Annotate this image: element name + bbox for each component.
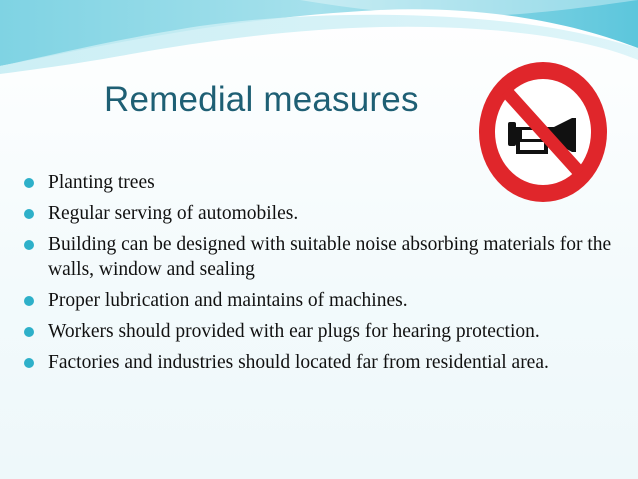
bullet-icon (24, 240, 34, 250)
slide-title: Remedial measures (104, 80, 419, 119)
bullet-icon (24, 296, 34, 306)
bullet-text: Planting trees (48, 172, 155, 193)
bullet-text: Building can be designed with suitable noise absorbing materials for the walls, window and sealing (48, 234, 612, 280)
bullet-icon (24, 209, 34, 219)
list-item (22, 201, 634, 226)
bullet-text: Regular serving of automobiles. (48, 203, 299, 224)
bullet-list (22, 170, 634, 381)
bullet-icon (24, 178, 34, 188)
list-item (22, 288, 634, 313)
bullet-text: Workers should provided with ear plugs for hearing protection. (48, 321, 540, 342)
list-item (22, 350, 634, 375)
bullet-text: Proper lubrication and maintains of machines. (48, 290, 408, 311)
bullet-icon (24, 327, 34, 337)
bullet-icon (24, 358, 34, 368)
list-item (22, 319, 634, 344)
list-item (22, 232, 634, 282)
list-item (22, 170, 634, 195)
bullet-text: Factories and industries should located far from residential area. (48, 352, 549, 373)
